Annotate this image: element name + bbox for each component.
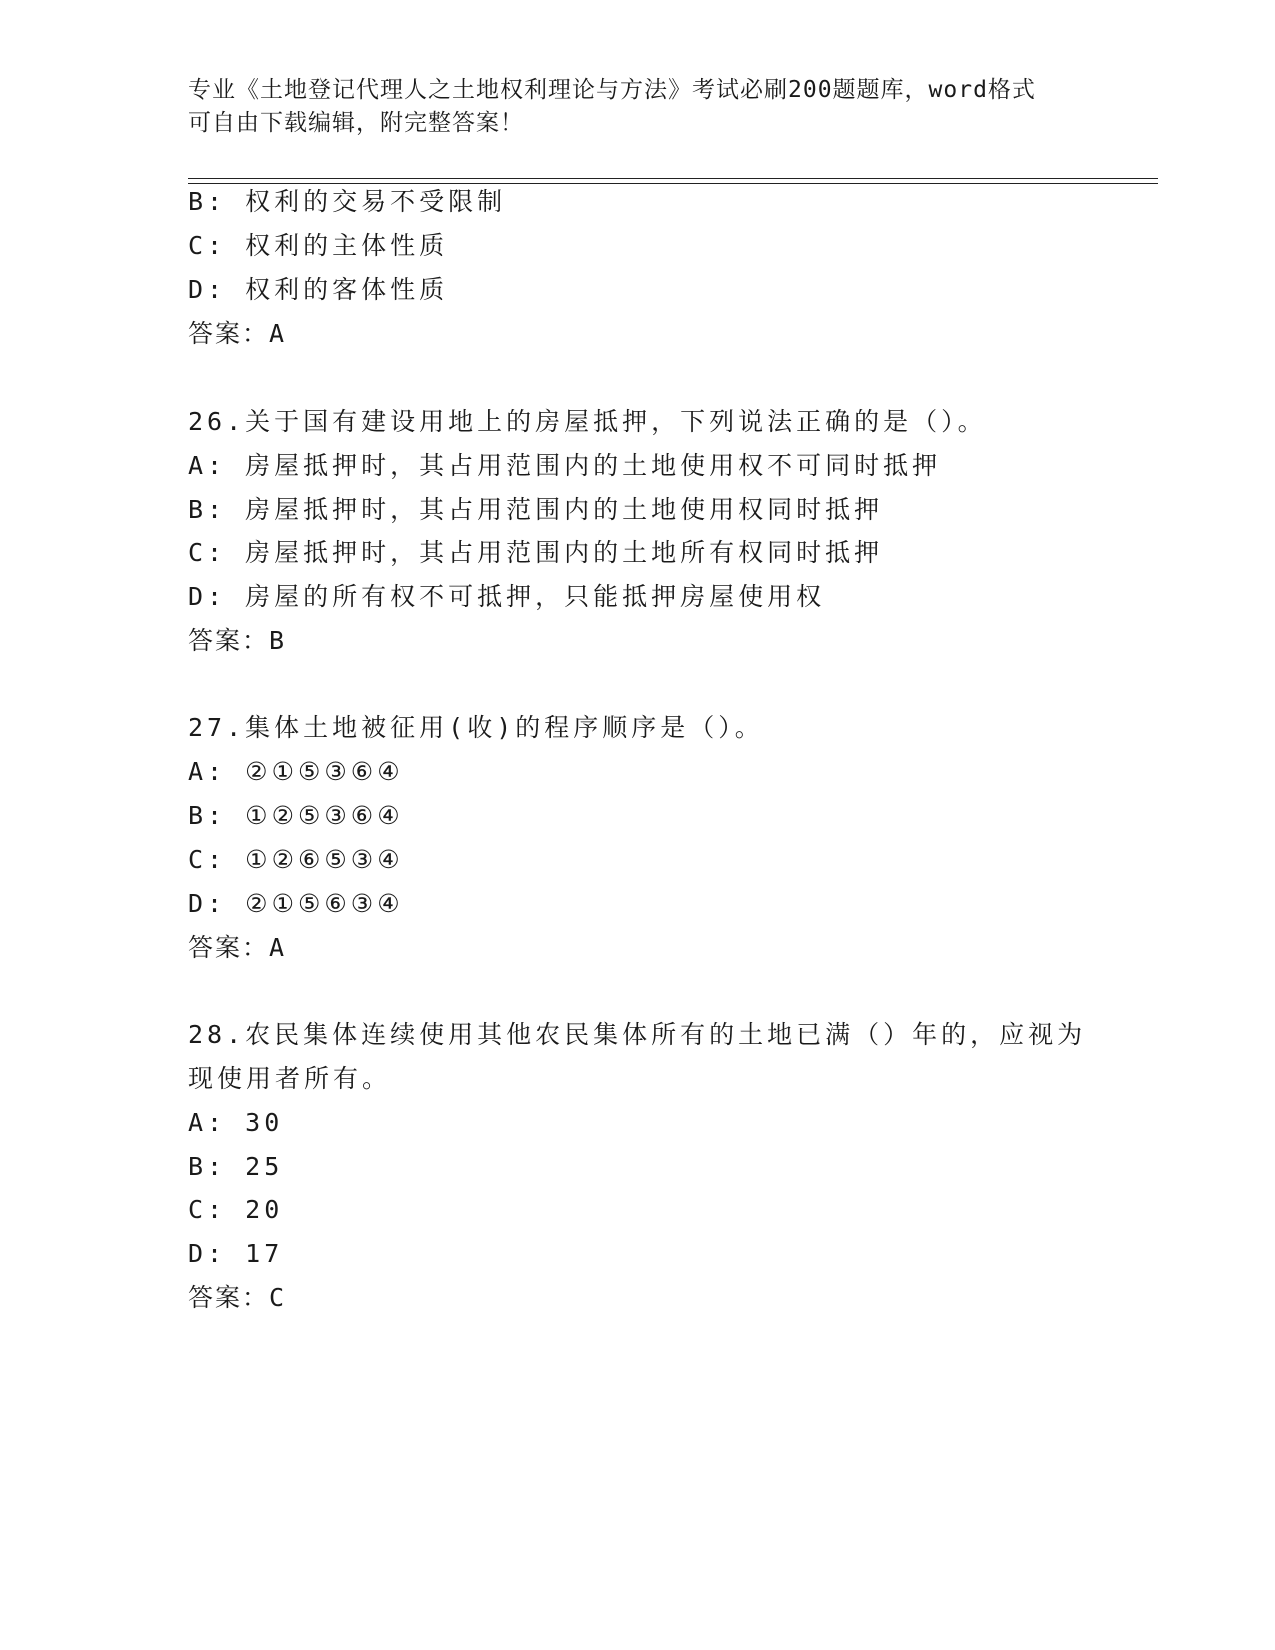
q28-answer: 答案：C (188, 1283, 287, 1312)
q26-option-a: A: 房屋抵押时，其占用范围内的土地使用权不可同时抵押 (188, 451, 942, 480)
q28-option-d: D: 17 (188, 1239, 284, 1268)
q26-option-c: C: 房屋抵押时，其占用范围内的土地所有权同时抵押 (188, 538, 884, 567)
document-header (188, 74, 1068, 140)
q26-option-d: D: 房屋的所有权不可抵押，只能抵押房屋使用权 (188, 582, 826, 611)
header-divider-top (188, 178, 1158, 179)
q27-option-c: C: ①②⑥⑤③④ (188, 845, 404, 874)
q27-question: 27.集体土地被征用(收)的程序顺序是（）。 (188, 713, 764, 742)
q25-option-d: D: 权利的客体性质 (188, 275, 449, 304)
q28-option-c: C: 20 (188, 1195, 284, 1224)
q27-option-a: A: ②①⑤③⑥④ (188, 757, 404, 786)
q25-option-c: C: 权利的主体性质 (188, 231, 449, 260)
header-title-line-1: 专业《土地登记代理人之土地权利理论与方法》考试必刷200题题库，word格式 (188, 77, 1036, 103)
q28-question-line-1: 28.农民集体连续使用其他农民集体所有的土地已满（）年的，应视为 (188, 1020, 1087, 1049)
q28-option-a: A: 30 (188, 1108, 284, 1137)
q26-question: 26.关于国有建设用地上的房屋抵押，下列说法正确的是（）。 (188, 407, 987, 436)
header-title-line-2: 可自由下载编辑，附完整答案！ (188, 110, 524, 136)
q25-answer: 答案：A (188, 319, 287, 348)
q26-option-b: B: 房屋抵押时，其占用范围内的土地使用权同时抵押 (188, 495, 884, 524)
q25-option-b: B: 权利的交易不受限制 (188, 187, 507, 216)
q26-answer: 答案：B (188, 626, 287, 655)
q27-option-d: D: ②①⑤⑥③④ (188, 889, 404, 918)
header-divider-bottom (188, 183, 1158, 184)
q27-answer: 答案：A (188, 933, 287, 962)
q28-question-line-2: 现使用者所有。 (188, 1064, 392, 1093)
q27-option-b: B: ①②⑤③⑥④ (188, 801, 404, 830)
q28-option-b: B: 25 (188, 1152, 284, 1181)
